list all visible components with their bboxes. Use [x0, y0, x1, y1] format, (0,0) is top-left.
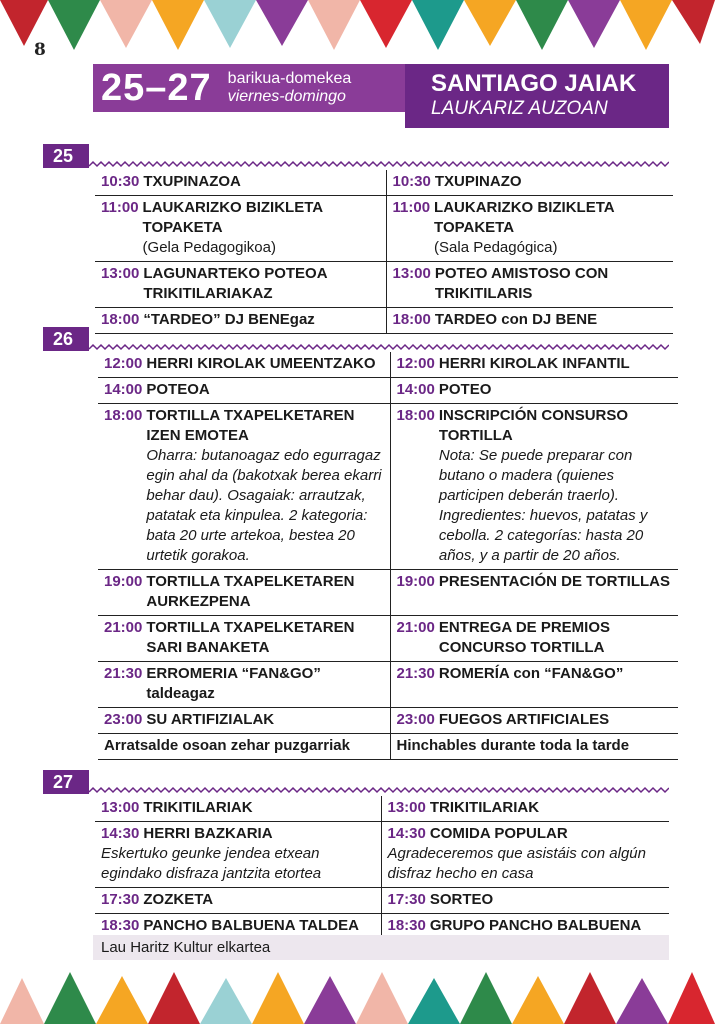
- event-time: 18:30: [101, 917, 140, 934]
- event-basque: [98, 352, 390, 378]
- date-range: 25–27: [101, 66, 212, 109]
- event-time: 21:00: [104, 619, 143, 636]
- day-25-schedule-table: [95, 170, 673, 334]
- event-time: 13:00: [387, 799, 426, 816]
- event-basque: [98, 616, 390, 662]
- table-row: [98, 662, 678, 708]
- event-basque: [98, 378, 390, 404]
- all-afternoon-text: Arratsalde osoan zehar puzgarriak: [104, 737, 350, 754]
- table-row: [98, 708, 678, 734]
- event-title: TRIKITILARIAK: [429, 799, 540, 816]
- event-time: 18:00: [392, 311, 431, 328]
- event-time: 11:00: [392, 199, 431, 216]
- header-date-box: [93, 64, 405, 112]
- event-time: 19:00: [104, 573, 143, 590]
- table-row: [98, 404, 678, 570]
- event-basque: [98, 570, 390, 616]
- event-basque: [95, 196, 386, 262]
- event-time: 19:00: [396, 573, 435, 590]
- event-time: 13:00: [101, 265, 140, 282]
- event-basque: [98, 662, 390, 708]
- event-time: 18:30: [387, 917, 426, 934]
- event-spanish: [390, 662, 678, 708]
- day-26-zigzag-divider: [89, 343, 669, 351]
- event-note: Nota: Se puede preparar con butano o madera (quienes participen deberán traerlo). Ingredientes: huevos, patatas y cebolla. 2 categorías: hasta 20 años, y a partir de 20 años.: [438, 447, 648, 564]
- event-spanish: [390, 378, 678, 404]
- event-spanish: [386, 262, 673, 308]
- event-basque: [95, 262, 386, 308]
- event-spanish: [386, 170, 673, 196]
- event-title: LAGUNARTEKO POTEOA TRIKITILARIAKAZ: [143, 265, 327, 302]
- event-time: 13:00: [392, 265, 431, 282]
- event-spanish: [390, 616, 678, 662]
- event-title: INSCRIPCIÓN CONSURSO TORTILLA: [438, 407, 629, 444]
- event-title: HERRI KIROLAK INFANTIL: [438, 355, 630, 372]
- bunting-bottom-decoration: [0, 960, 715, 1024]
- event-spanish: [381, 888, 669, 914]
- event-title: TXUPINAZOA: [143, 173, 241, 190]
- event-time: 21:00: [396, 619, 435, 636]
- event-time: 14:00: [104, 381, 143, 398]
- event-title: “TARDEO” DJ BENEgaz: [143, 311, 315, 328]
- days-basque: barikua-domekea: [227, 70, 352, 87]
- event-title: LAUKARIZKO BIZIKLETA TOPAKETA: [142, 199, 323, 236]
- header-title-box: [405, 64, 669, 128]
- event-time: 18:00: [396, 407, 435, 424]
- event-basque: [98, 404, 390, 570]
- event-title: SORTEO: [429, 891, 494, 908]
- table-row: [95, 888, 669, 914]
- all-afternoon-spanish: [390, 734, 678, 760]
- event-spanish: [390, 352, 678, 378]
- event-time: 21:30: [104, 665, 143, 682]
- table-row: [95, 262, 673, 308]
- event-basque: [95, 822, 381, 888]
- event-title: COMIDA POPULAR: [429, 825, 568, 842]
- event-time: 13:00: [101, 799, 140, 816]
- page-title: SANTIAGO JAIAK: [431, 70, 637, 97]
- event-basque: [98, 708, 390, 734]
- day-names: [228, 70, 352, 106]
- event-basque: [95, 170, 386, 196]
- days-spanish: viernes-domingo: [227, 88, 346, 105]
- event-time: 14:30: [101, 825, 140, 842]
- day-27-badge: 27: [43, 770, 89, 794]
- event-time: 10:30: [101, 173, 140, 190]
- event-title: POTEOA: [146, 381, 210, 398]
- event-basque: [95, 888, 381, 914]
- table-row: [95, 170, 673, 196]
- event-title: GRUPO PANCHO BALBUENA: [429, 917, 642, 934]
- event-title: HERRI BAZKARIA: [143, 825, 273, 842]
- event-title: TORTILLA TXAPELKETAREN IZEN EMOTEA: [146, 407, 355, 444]
- event-time: 23:00: [396, 711, 435, 728]
- table-row: [98, 378, 678, 404]
- page-number: 8: [34, 40, 46, 60]
- event-time: 14:30: [387, 825, 426, 842]
- event-note: Oharra: butanoagaz edo egurragaz egin ahal da (bakotxak berea ekarri behar dau). Osagaiak: arrautzak, patatak eta kinpulea. 2 kategoria: bata 20 urte artekoa, bestea 20 urtetik gorakoa.: [146, 447, 382, 564]
- day-25-badge: 25: [43, 144, 89, 168]
- event-spanish: [381, 822, 669, 888]
- table-row: [98, 734, 678, 760]
- day-25-zigzag-divider: [89, 160, 669, 168]
- table-row: [98, 352, 678, 378]
- table-row: [95, 308, 673, 334]
- event-time: 21:30: [396, 665, 435, 682]
- table-row: [95, 196, 673, 262]
- event-time: 12:00: [104, 355, 143, 372]
- event-spanish: [390, 708, 678, 734]
- day-26-schedule-table: [98, 352, 678, 760]
- table-row: [98, 616, 678, 662]
- event-spanish: [390, 404, 678, 570]
- event-title: TORTILLA TXAPELKETAREN AURKEZPENA: [146, 573, 355, 610]
- event-time: 18:00: [101, 311, 140, 328]
- event-time: 12:00: [396, 355, 435, 372]
- event-title: TXUPINAZO: [434, 173, 522, 190]
- event-basque: [95, 308, 386, 334]
- event-time: 17:30: [101, 891, 140, 908]
- event-title: TRIKITILARIAK: [143, 799, 253, 816]
- table-row: [95, 822, 669, 888]
- event-title: PRESENTACIÓN DE TORTILLAS: [438, 573, 670, 590]
- event-spanish: [386, 196, 673, 262]
- event-title: ROMERÍA con “FAN&GO”: [438, 665, 624, 682]
- event-location: (Sala Pedagógica): [434, 239, 558, 256]
- event-title: LAUKARIZKO BIZIKLETA TOPAKETA: [434, 199, 615, 236]
- event-time: 23:00: [104, 711, 143, 728]
- event-time: 10:30: [392, 173, 431, 190]
- bunting-top-decoration: [0, 0, 715, 52]
- table-row: [95, 796, 669, 822]
- event-title: FUEGOS ARTIFICIALES: [438, 711, 610, 728]
- page-subtitle: LAUKARIZ AUZOAN: [431, 98, 608, 119]
- event-basque: [95, 796, 381, 822]
- event-spanish: [381, 796, 669, 822]
- table-row: [98, 570, 678, 616]
- event-spanish: [386, 308, 673, 334]
- event-title: POTEO: [438, 381, 492, 398]
- event-time: 14:00: [396, 381, 435, 398]
- event-title: PANCHO BALBUENA TALDEA: [143, 917, 359, 934]
- event-note: Agradeceremos que asistáis con algún disfraz hecho en casa: [387, 845, 646, 882]
- organizer-footer: Lau Haritz Kultur elkartea: [93, 935, 669, 960]
- event-title: ENTREGA DE PREMIOS CONCURSO TORTILLA: [438, 619, 611, 656]
- day-26-badge: 26: [43, 327, 89, 351]
- event-title: POTEO AMISTOSO CON TRIKITILARIS: [434, 265, 609, 302]
- event-title: SU ARTIFIZIALAK: [146, 711, 275, 728]
- event-time: 18:00: [104, 407, 143, 424]
- event-time: 11:00: [101, 199, 139, 216]
- day-27-schedule-table: [95, 796, 669, 940]
- event-title: ERROMERIA “FAN&GO” taldeagaz: [146, 665, 321, 702]
- all-afternoon-basque: [98, 734, 390, 760]
- event-title: TORTILLA TXAPELKETAREN SARI BANAKETA: [146, 619, 355, 656]
- all-afternoon-text: Hinchables durante toda la tarde: [396, 737, 630, 754]
- day-27-zigzag-divider: [89, 786, 669, 794]
- event-location: (Gela Pedagogikoa): [142, 239, 276, 256]
- event-title: HERRI KIROLAK UMEENTZAKO: [146, 355, 376, 372]
- event-title: TARDEO con DJ BENE: [434, 311, 598, 328]
- event-time: 17:30: [387, 891, 426, 908]
- event-title: ZOZKETA: [143, 891, 214, 908]
- event-note: Eskertuko geunke jendea etxean egindako disfraza jantzita etortea: [101, 845, 322, 882]
- event-spanish: [390, 570, 678, 616]
